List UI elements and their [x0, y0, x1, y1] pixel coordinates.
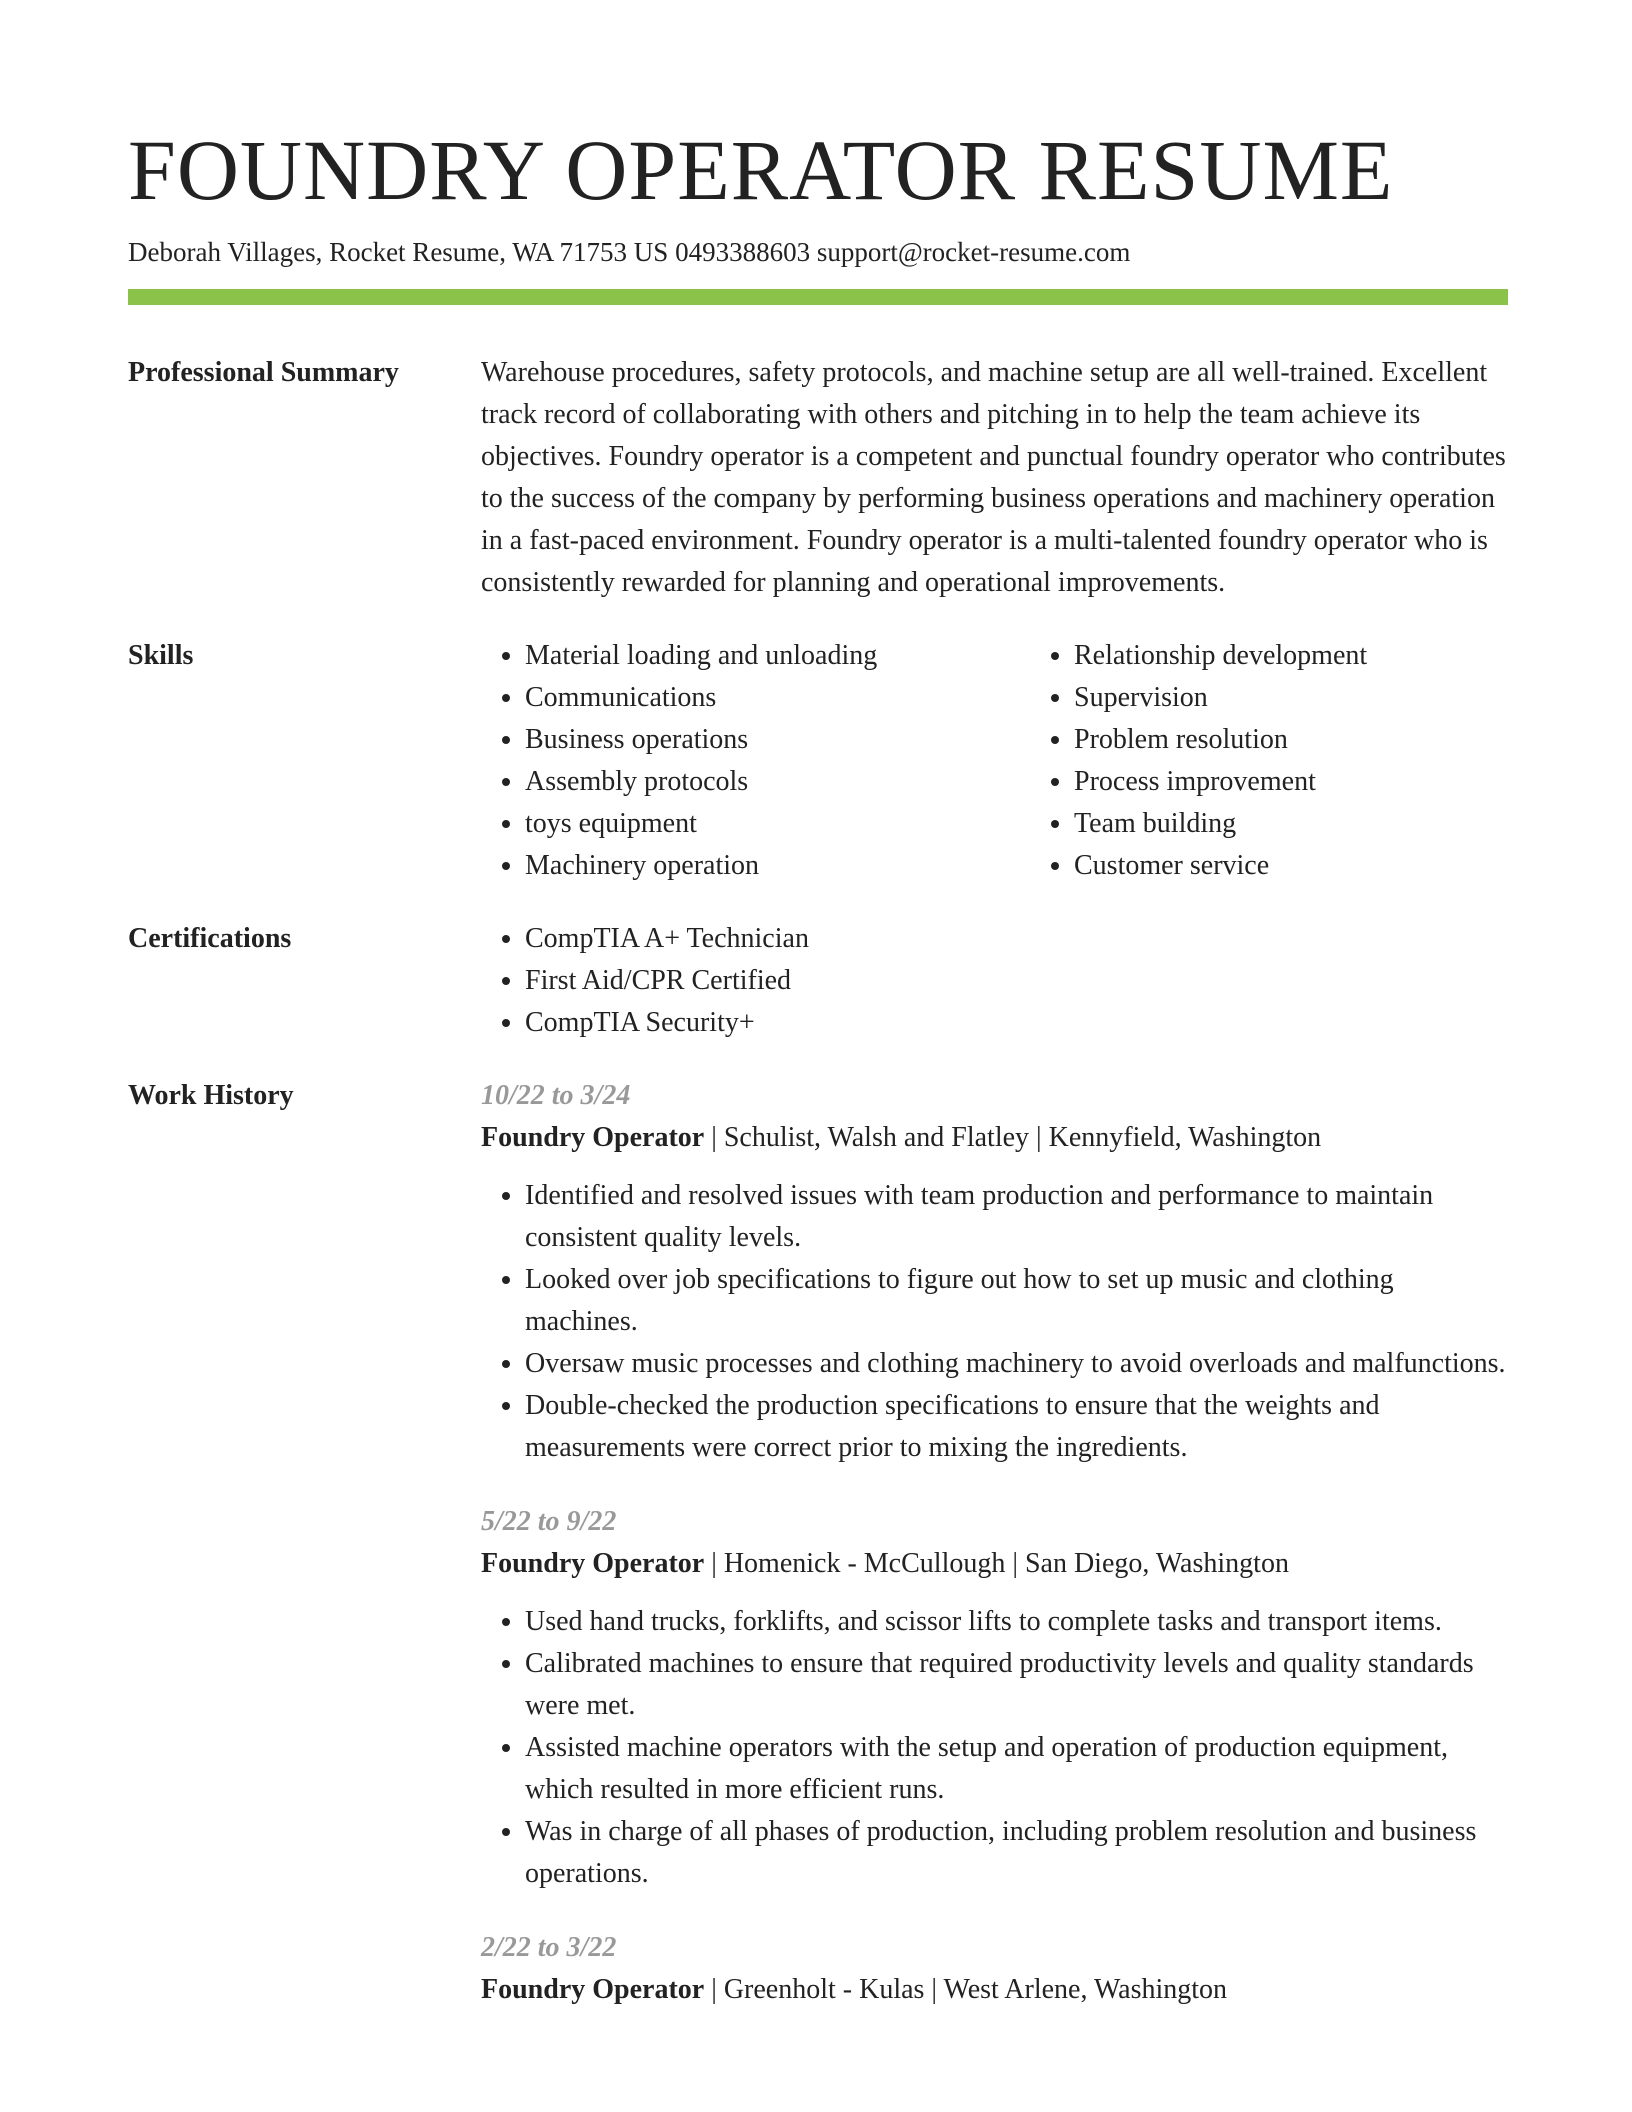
certifications-label: Certifications — [128, 923, 292, 954]
job-details: | Schulist, Walsh and Flatley | Kennyfield, Washington — [704, 1122, 1322, 1153]
skill-item: • Material loading and unloading — [525, 635, 1030, 677]
resume-page — [128, 120, 1508, 2043]
job-dates: 5/22 to 9/22 — [481, 1506, 617, 1537]
job-entry — [481, 1501, 1508, 1895]
skill-item: • Relationship development — [1074, 635, 1579, 677]
work-history-body — [481, 1075, 1508, 2043]
skill-item: • Business operations — [525, 719, 1030, 761]
job-bullet: • Identified and resolved issues with team production and performance to maintain consistent quality levels. — [525, 1175, 1508, 1259]
skill-item: • Machinery operation — [525, 845, 1030, 887]
job-heading — [481, 1117, 1508, 1159]
skills-section — [128, 635, 1508, 887]
skills-list-right — [1030, 635, 1579, 887]
skill-item: • Process improvement — [1074, 761, 1579, 803]
job-bullet: • Was in charge of all phases of production, including problem resolution and business operations. — [525, 1811, 1508, 1895]
skill-item: • Communications — [525, 677, 1030, 719]
job-details: | Greenholt - Kulas | West Arlene, Washington — [704, 1974, 1228, 2005]
job-title: Foundry Operator — [481, 1122, 705, 1153]
skills-columns — [481, 635, 1579, 887]
summary-section — [128, 352, 1508, 604]
skill-item: • Team building — [1074, 803, 1579, 845]
job-bullet: • Looked over job specifications to figure out how to set up music and clothing machines. — [525, 1259, 1508, 1343]
job-bullet: • Assisted machine operators with the setup and operation of production equipment, which resulted in more efficient runs. — [525, 1727, 1508, 1811]
skill-item: • Problem resolution — [1074, 719, 1579, 761]
job-bullets — [481, 1175, 1508, 1469]
job-entry — [481, 1927, 1508, 2011]
certification-item: • First Aid/CPR Certified — [525, 960, 1508, 1002]
skill-item: • Customer service — [1074, 845, 1579, 887]
job-title: Foundry Operator — [481, 1974, 705, 2005]
summary-text: Warehouse procedures, safety protocols, and machine setup are all well-trained. Excellent track record of collaborating with others and pitching in to help the team achieve its objectives. Foundry operator is a competent and punctual foundry operator who contributes to the success of the company by performing business operations and machinery operation in a fast-paced environment. Foundry operator is a multi-talented foundry operator who is consistently rewarded for planning and operational improvements. — [481, 357, 1506, 598]
job-bullet: • Calibrated machines to ensure that required productivity levels and quality standards were met. — [525, 1643, 1508, 1727]
skills-list-left — [481, 635, 1030, 887]
job-bullet: • Double-checked the production specifications to ensure that the weights and measurements were correct prior to mixing the ingredients. — [525, 1385, 1508, 1469]
job-bullets — [481, 1601, 1508, 1895]
job-bullet: • Oversaw music processes and clothing machinery to avoid overloads and malfunctions. — [525, 1343, 1508, 1385]
skill-item: • toys equipment — [525, 803, 1030, 845]
job-heading — [481, 1969, 1508, 2011]
skills-label: Skills — [128, 640, 194, 671]
certification-item: • CompTIA A+ Technician — [525, 918, 1508, 960]
certifications-list — [481, 918, 1508, 1044]
job-bullet: • Used hand trucks, forklifts, and scissor lifts to complete tasks and transport items. — [525, 1601, 1508, 1643]
skill-item: • Assembly protocols — [525, 761, 1030, 803]
job-dates: 2/22 to 3/22 — [481, 1932, 617, 1963]
contact-line: Deborah Villages, Rocket Resume, WA 71753 US 0493388603 support@rocket-resume.com — [128, 237, 1131, 267]
job-title: Foundry Operator — [481, 1548, 705, 1579]
work-history-section — [128, 1075, 1508, 2043]
skill-item: • Supervision — [1074, 677, 1579, 719]
certifications-section — [128, 918, 1508, 1044]
job-dates: 10/22 to 3/24 — [481, 1080, 631, 1111]
job-entry — [481, 1075, 1508, 1469]
page-title: FOUNDRY OPERATOR RESUME — [128, 122, 1394, 218]
certifications-body — [481, 918, 1508, 1044]
summary-label: Professional Summary — [128, 357, 399, 388]
job-heading — [481, 1543, 1508, 1585]
work-history-label: Work History — [128, 1080, 294, 1111]
job-details: | Homenick - McCullough | San Diego, Washington — [704, 1548, 1289, 1579]
certification-item: • CompTIA Security+ — [525, 1002, 1508, 1044]
header-divider — [128, 289, 1508, 305]
